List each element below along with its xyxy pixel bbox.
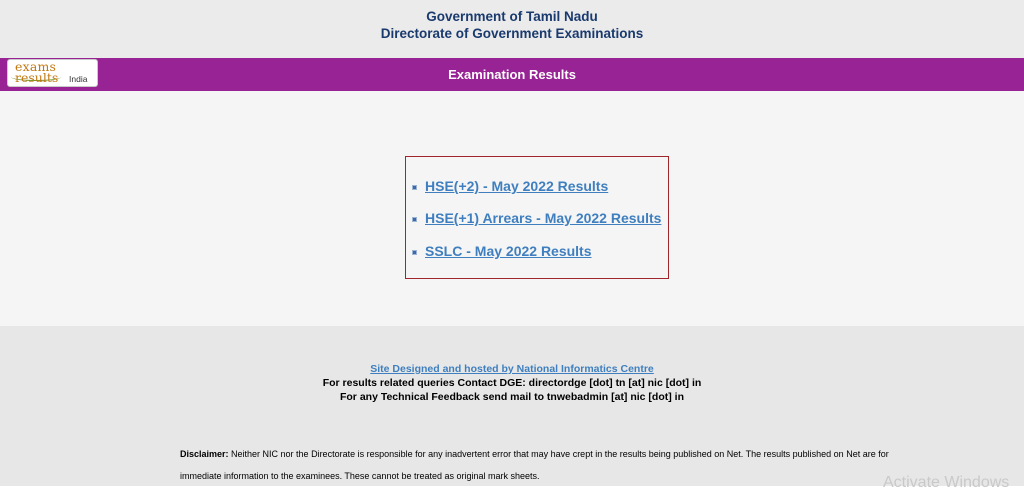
bullet-icon [412, 185, 417, 190]
header-line-government: Government of Tamil Nadu [426, 9, 598, 24]
nic-credit [0, 363, 1024, 375]
disclaimer [180, 443, 900, 487]
result-link-sslc[interactable]: SSLC - May 2022 Results [425, 243, 592, 259]
disclaimer-label: Disclaimer: [180, 449, 229, 459]
result-link-hse-plus2[interactable]: HSE(+2) - May 2022 Results [425, 178, 609, 194]
list-item [412, 210, 661, 226]
result-link-hse-plus1-arrears[interactable]: HSE(+1) Arrears - May 2022 Results [425, 210, 662, 226]
logo-word-results: results [15, 70, 59, 85]
title-bar [0, 58, 1024, 91]
page-footer [0, 326, 1024, 486]
list-item [412, 178, 608, 194]
contact-text: For results related queries Contact DGE: directordge [dot] tn [at] nic [dot] in [322, 377, 702, 389]
page-title: Examination Results [448, 67, 576, 82]
feedback-text: For any Technical Feedback send mail to tnwebadmin [at] nic [dot] in [339, 391, 685, 403]
page-header [0, 0, 1024, 58]
list-item [412, 243, 592, 259]
results-list-box [405, 156, 669, 279]
bullet-icon [412, 250, 417, 255]
nic-link[interactable]: Site Designed and hosted by National Informatics Centre [370, 363, 654, 375]
activate-windows-watermark: Activate Windows [883, 474, 1010, 491]
bullet-icon [412, 217, 417, 222]
header-line-directorate: Directorate of Government Examinations [380, 26, 644, 41]
main-content [0, 91, 1024, 326]
logo-word-exams: exams [15, 59, 57, 74]
logo-word-india: India [69, 74, 88, 84]
bottom-strip [0, 486, 1024, 492]
disclaimer-text: Neither NIC nor the Directorate is responsible for any inadvertent error that may have crept in the results being published on Net. The results published on Net are for immediate information to the examinees. These cannot be treated as original mark sheets. [180, 449, 889, 481]
